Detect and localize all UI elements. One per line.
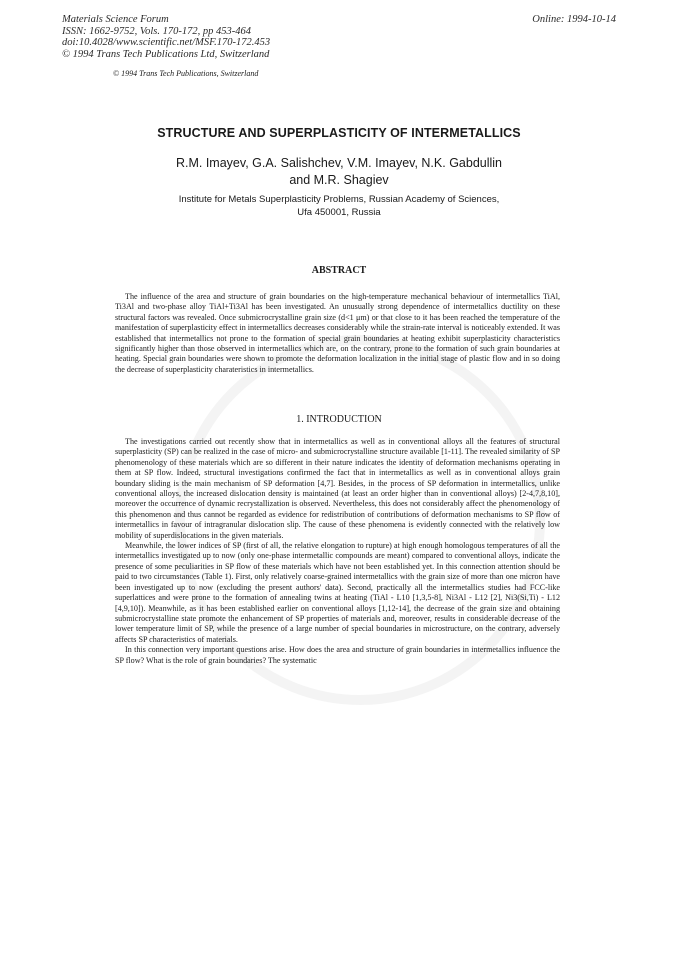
- affiliation: [118, 194, 560, 219]
- abstract-paragraph: The influence of the area and structure of grain boundaries on the high-temperature mechanical behaviour of intermetallics TiAl, Ti3Al and two-phase alloy TiAl+Ti3Al has been investigated. An unusually strong dependence of intermetallics ductility on these structural factors was revealed. Once submicrocrystalline grain size (d<1 μm) or that close to it has been reached the temperature of the manifestation of superplasticity effect in intermetallics decreases considerably while the strain-rate interval is noticeably extended. It was established that intermetallics not prone to the formation of special grain boundaries at heating exhibit superplasticity characteristics significantly higher than those observed in intermetallics which are, on the contrary, prone to the formation of such grain boundaries at heating. Special grain boundaries were shown to promote the deformation localization in the initial stage of plastic flow and in so doing the decrease of superplasticity charateristics in intermetallics.: [115, 292, 560, 374]
- doi-line: doi:10.4028/www.scientific.net/MSF.170-172.453: [62, 37, 271, 48]
- online-date: Online: 1994-10-14: [532, 14, 616, 25]
- introduction-heading: 1. INTRODUCTION: [296, 414, 382, 425]
- introduction-body: [115, 437, 560, 666]
- journal-name: Materials Science Forum: [62, 14, 169, 25]
- intro-paragraph-2: Meanwhile, the lower indices of SP (first of all, the relative elongation to rupture) at high enough homologous temperatures of all the intermetallics investigated up to now (only one-phase intermetallic compounds are meant) compared to conventional alloys, indicate the presence of some peculiarities in SP flow of these materials which have not been established yet. In this connection attention should be paid to two circumstances (Table 1). First, only relatively coarse-grained intermetallics with the grain size of more than one micron have been investigated up to now (excluding the present authors' data). Second, practically all the intermetallics studies had FCC-like superlattices and were prone to the formation of annealing twins at heating (TiAl - L10 [1,3,5-8], Ni3Al - L12 [2], Ni3(Si,Ti) - L12 [4,9,10]). Meanwhile, as it has been established earlier on conventional alloys [1,12-14], the decrease of the grain size and obtaining submicrocrystalline state promote the enhancement of SP properties of materials and, moreover, results in considerable decrease of the lower temperature limit of SP, while the presence of a large number of special boundaries in microstructure, on the contrary, adversely affects SP characteristics of materials.: [115, 541, 560, 644]
- abstract-heading: ABSTRACT: [311, 265, 367, 276]
- publisher-line: © 1994 Trans Tech Publications Ltd, Switzerland: [62, 48, 270, 60]
- authors-line-2: and M.R. Shagiev: [289, 173, 389, 187]
- authors-line-1: R.M. Imayev, G.A. Salishchev, V.M. Imayev, N.K. Gabdullin: [175, 156, 503, 170]
- affiliation-line-1: Institute for Metals Superplasticity Problems, Russian Academy of Sciences,: [178, 194, 500, 205]
- affiliation-line-2: Ufa 450001, Russia: [297, 206, 381, 218]
- copyright-small: © 1994 Trans Tech Publications, Switzerland: [113, 69, 259, 78]
- metadata-block: [62, 14, 270, 60]
- authors: [118, 155, 560, 189]
- issn-line: ISSN: 1662-9752, Vols. 170-172, pp 453-464: [62, 25, 251, 37]
- intro-paragraph-3: In this connection very important questions arise. How does the area and structure of grain boundaries in intermetallics influence the SP flow? What is the role of grain boundaries? The systematic: [115, 645, 560, 665]
- intro-paragraph-1: The investigations carried out recently show that in intermetallics as well as in conventional alloys all the features of structural superplasticity (SP) can be realized in the case of micro- and submicrocrystalline structure available [1-11]. The revealed similarity of SP phenomenology of these materials which are so different in their nature indicates the identity of deformation mechanisms operating in them at SP flow. Indeed, structural investigations confirmed the fact that in intermetallics as well as in conventional alloys grain boundary sliding is the main mechanism of SP deformation [4,7]. Besides, in the process of SP deformation in intermetallics, unlike conventional alloys, the increased dislocation density is maintained (at least an order higher than in conventional alloys) [2-4,7,8,10], moreover the occurrence of dynamic recrystallization is observed. Nevertheless, this does not considerably affect the phenomenology of this phenomenon and thus cannot be regarded as evidence for redistribution of contributions of deformation mechanisms to SP flow of intermetallics in favour of intragranular dislocation slip. The cause of these phenomena is evidently connected with the relatively low mobility of superdislocations in the given materials.: [115, 437, 560, 540]
- paper-title: STRUCTURE AND SUPERPLASTICITY OF INTERMETALLICS: [157, 126, 521, 140]
- abstract-body: [115, 292, 560, 375]
